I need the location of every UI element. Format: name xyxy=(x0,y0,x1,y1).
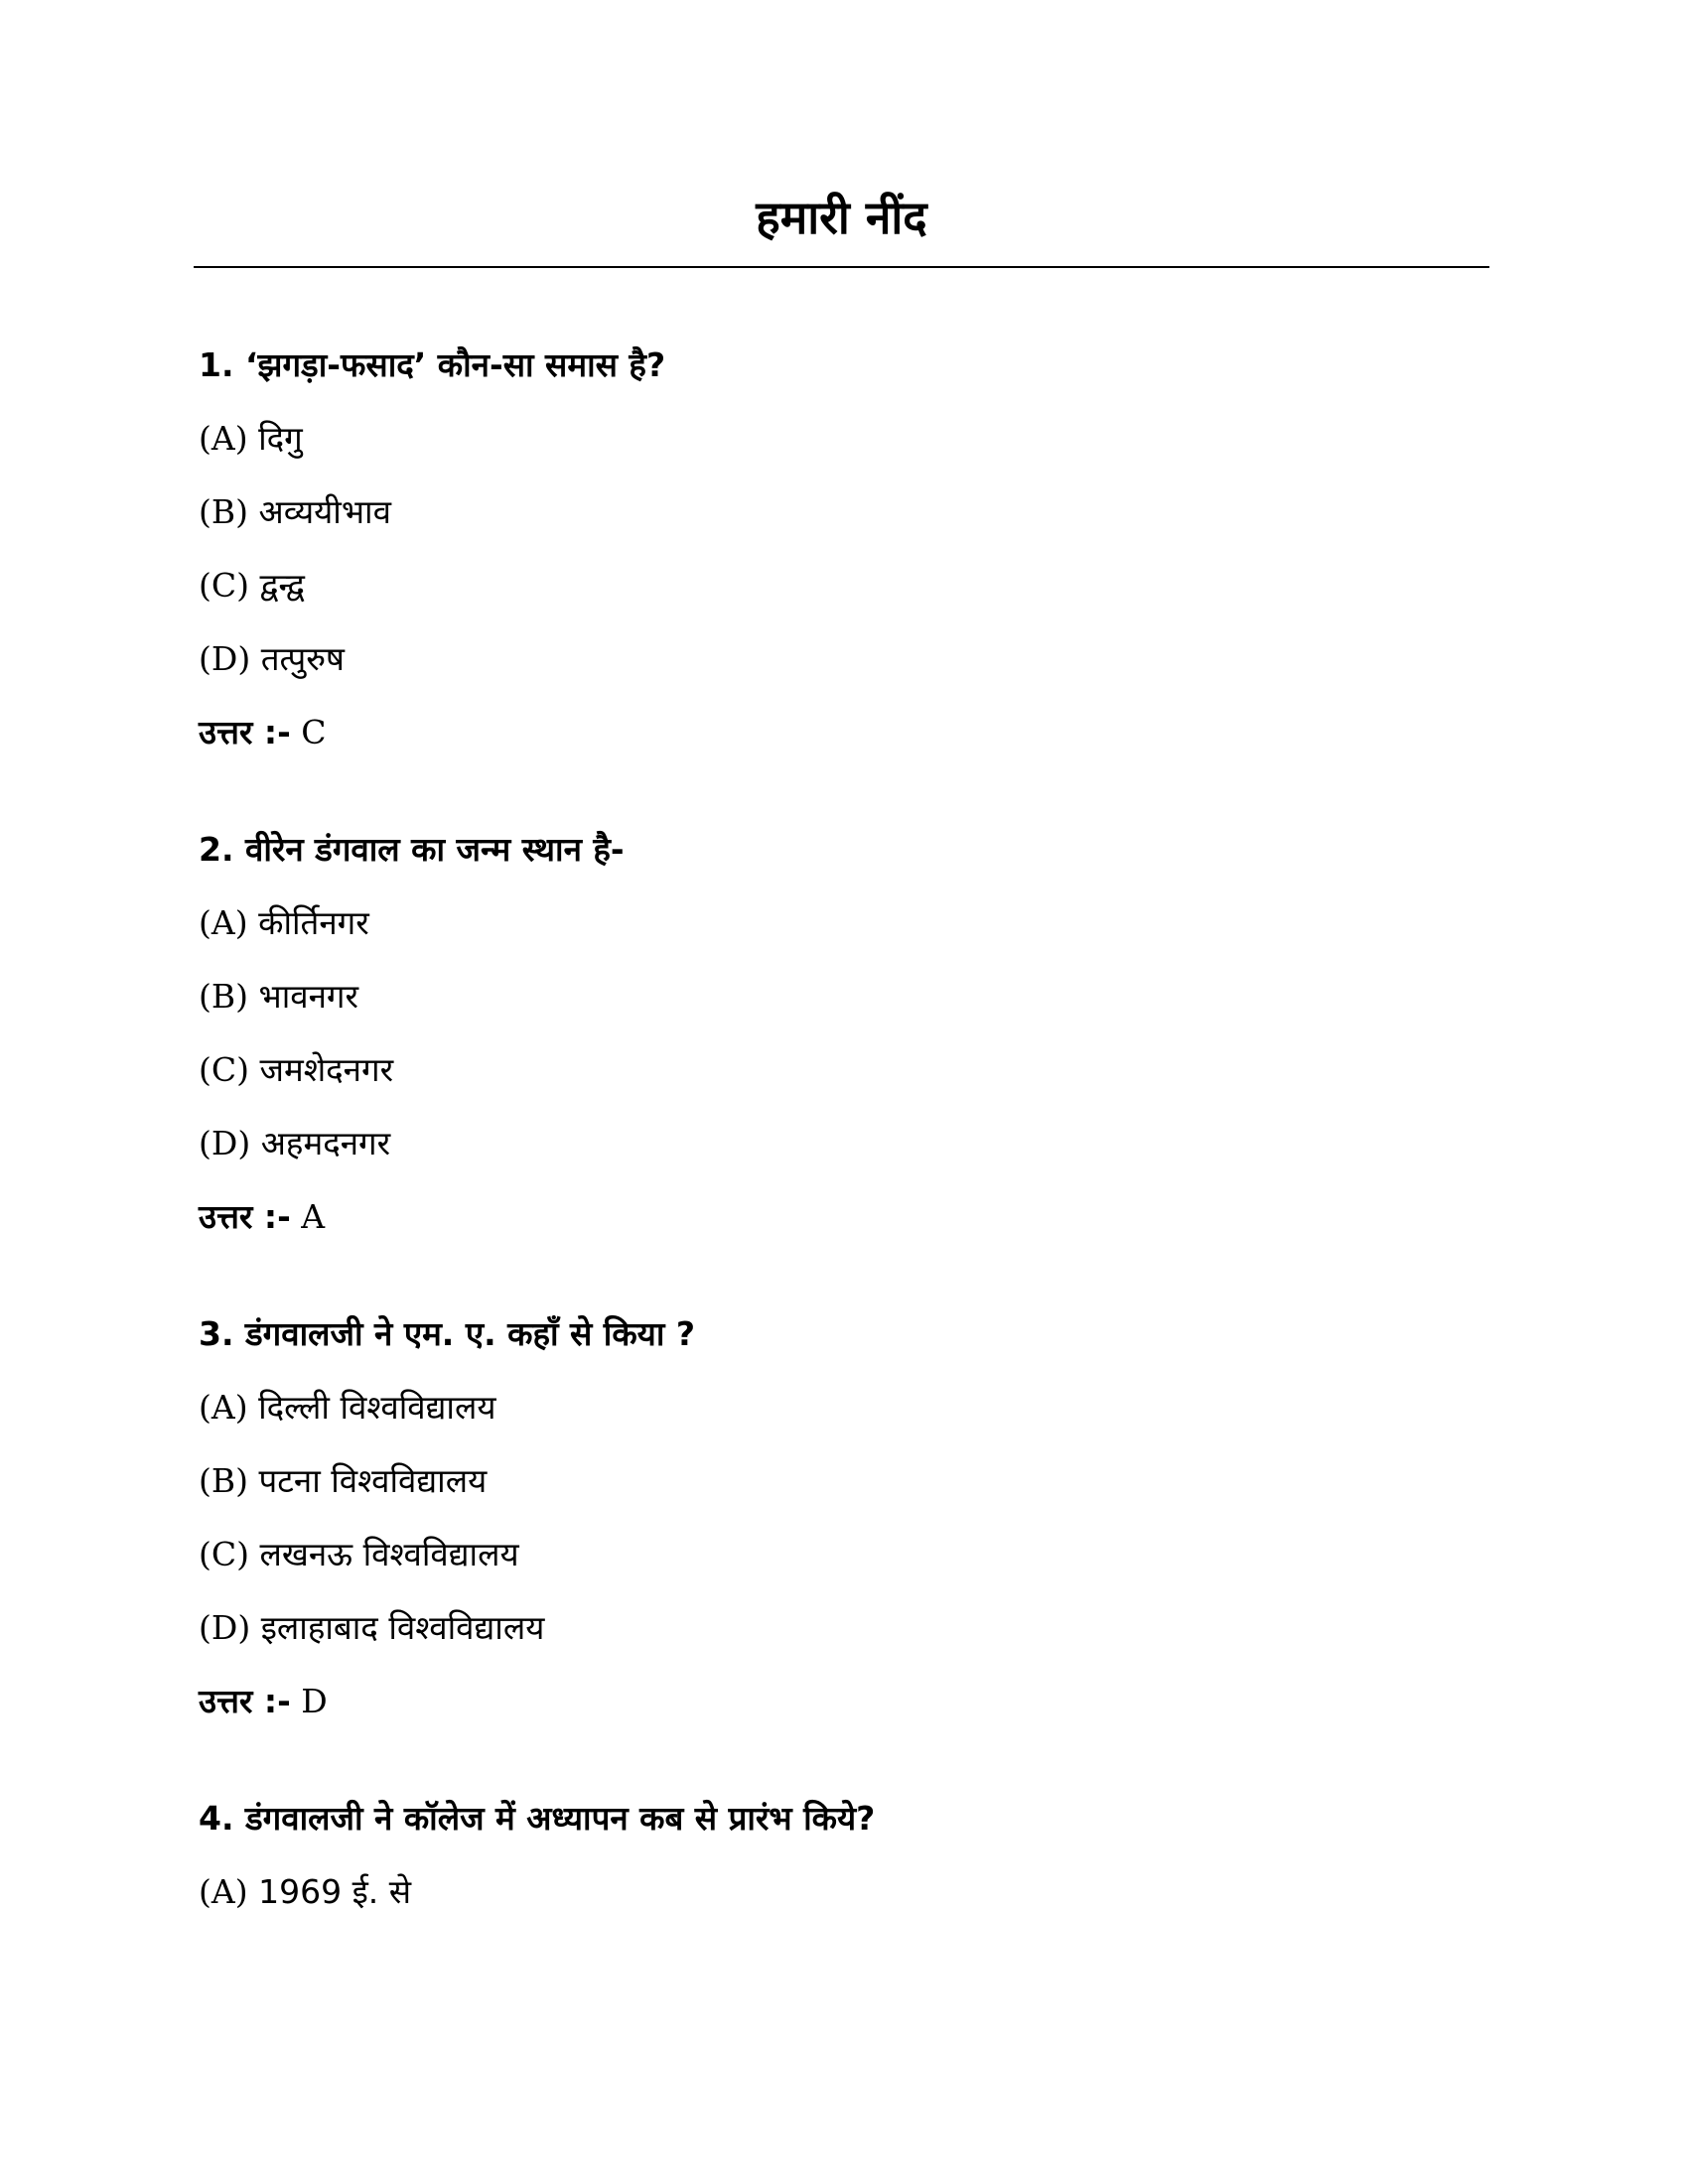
page-title: हमारी नींद xyxy=(756,191,927,244)
option-text: लखनऊ विश्वविद्यालय xyxy=(259,1535,519,1573)
question-text: 3. डंगवालजी ने एम. ए. कहाँ से किया ? xyxy=(199,1314,696,1353)
option-text: दिगु xyxy=(258,419,303,458)
option-text: पटना विश्वविद्यालय xyxy=(258,1461,488,1500)
option-letter: (A) xyxy=(199,419,248,458)
answer-label: उत्तर :- xyxy=(199,1197,291,1236)
option-letter: (A) xyxy=(199,1872,248,1911)
option-c xyxy=(199,1042,1479,1116)
question-block-4 xyxy=(199,1791,1479,1938)
question-block-3 xyxy=(199,1306,1479,1747)
answer-value: D xyxy=(301,1682,328,1720)
option-text: जमशेदनगर xyxy=(259,1050,394,1089)
option-letter: (B) xyxy=(199,1461,248,1500)
option-b xyxy=(199,1453,1479,1527)
option-letter: (C) xyxy=(199,1535,249,1573)
answer-line xyxy=(199,1189,1479,1263)
option-b xyxy=(199,484,1479,558)
option-text: 1969 ई. से xyxy=(258,1872,412,1911)
option-a xyxy=(199,895,1479,969)
question-text: 2. वीरेन डंगवाल का जन्म स्थान है- xyxy=(199,830,625,869)
option-letter: (C) xyxy=(199,566,249,605)
question-text: 4. डंगवालजी ने कॉलेज में अध्यापन कब से प्रारंभ किये? xyxy=(199,1799,876,1838)
option-letter: (B) xyxy=(199,492,248,531)
option-letter: (D) xyxy=(199,1608,251,1647)
option-text: द्वन्द्व xyxy=(259,566,305,605)
option-text: भावनगर xyxy=(258,977,358,1016)
option-a xyxy=(199,411,1479,484)
option-c xyxy=(199,558,1479,631)
option-d xyxy=(199,1600,1479,1674)
option-text: अहमदनगर xyxy=(260,1124,391,1162)
answer-line xyxy=(199,1674,1479,1747)
option-letter: (A) xyxy=(199,903,248,942)
option-b xyxy=(199,969,1479,1042)
option-d xyxy=(199,631,1479,705)
question-block-1 xyxy=(199,338,1479,778)
option-letter: (D) xyxy=(199,639,251,678)
option-text: अव्ययीभाव xyxy=(258,492,391,531)
option-letter: (A) xyxy=(199,1388,248,1427)
option-a xyxy=(199,1380,1479,1453)
question-text: 1. ‘झगड़ा-फसाद’ कौन-सा समास है? xyxy=(199,345,666,384)
option-letter: (D) xyxy=(199,1124,251,1162)
question-block-2 xyxy=(199,822,1479,1263)
option-text: इलाहाबाद विश्वविद्यालय xyxy=(260,1608,545,1647)
option-letter: (C) xyxy=(199,1050,249,1089)
answer-value: A xyxy=(301,1197,326,1236)
answer-value: C xyxy=(301,713,327,751)
option-d xyxy=(199,1116,1479,1189)
option-text: कीर्तिनगर xyxy=(258,903,369,942)
answer-label: उत्तर :- xyxy=(199,1682,291,1720)
option-a xyxy=(199,1864,1479,1938)
option-letter: (B) xyxy=(199,977,248,1016)
option-c xyxy=(199,1527,1479,1600)
answer-label: उत्तर :- xyxy=(199,713,291,751)
answer-line xyxy=(199,705,1479,778)
option-text: दिल्ली विश्वविद्यालय xyxy=(258,1388,496,1427)
title-divider xyxy=(194,266,1489,268)
option-text: तत्पुरुष xyxy=(260,639,346,678)
